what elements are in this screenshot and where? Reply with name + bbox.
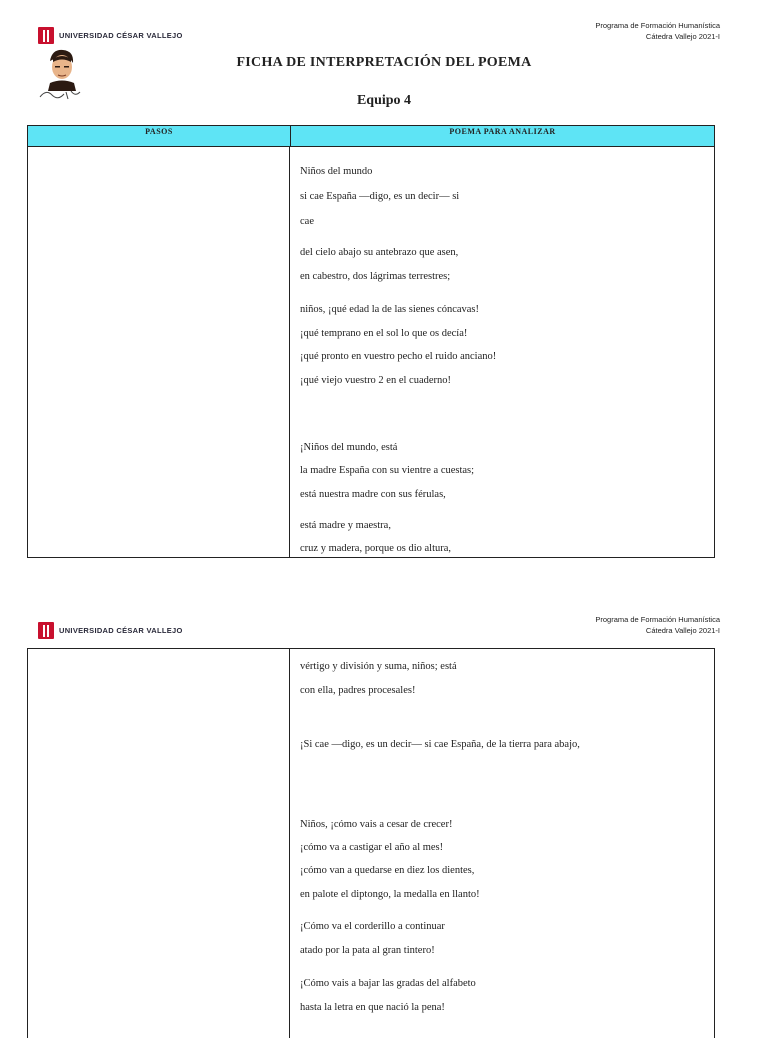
analysis-table-continued — [27, 648, 715, 1038]
university-logo — [38, 27, 183, 44]
logo-emblem-icon — [38, 27, 54, 44]
program-label — [595, 20, 720, 42]
steps-cell — [28, 146, 290, 557]
poem-line: está nuestra madre con sus férulas, — [300, 489, 446, 500]
university-logo — [38, 622, 183, 639]
poem-line: ¡Niños del mundo, está — [300, 442, 398, 453]
program-label — [595, 614, 720, 636]
table-row — [28, 146, 714, 557]
poem-line: si cae España —digo, es un decir— si — [300, 191, 460, 202]
poem-line: en cabestro, dos lágrimas terrestres; — [300, 271, 451, 282]
poem-line: ¡Cómo vais a bajar las gradas del alfabeto — [300, 978, 476, 989]
poem-line: ¡Cómo va el corderillo a continuar — [300, 921, 445, 932]
poem-cell — [290, 146, 714, 557]
university-name: UNIVERSIDAD CÉSAR VALLEJO — [59, 31, 183, 40]
program-line-2: Cátedra Vallejo 2021-I — [645, 32, 720, 41]
document-page-2 — [0, 600, 768, 1024]
poem-line: cruz y madera, porque os dio altura, — [300, 543, 452, 554]
program-line-1: Programa de Formación Humanística — [595, 615, 720, 624]
header-poem: POEMA PARA ANALIZAR — [449, 127, 556, 136]
poem-line: hasta la letra en que nació la pena! — [300, 1002, 445, 1013]
university-name: UNIVERSIDAD CÉSAR VALLEJO — [59, 626, 183, 635]
team-label: Equipo 4 — [356, 93, 412, 108]
poem-line: vértigo y división y suma, niños; está — [300, 661, 457, 672]
poem-line: niños, ¡qué edad la de las sienes cóncavas! — [300, 304, 480, 315]
poem-line: atado por la pata al gran tintero! — [300, 945, 435, 956]
poem-line: Niños, ¡cómo vais a cesar de crecer! — [300, 819, 453, 830]
table-header — [28, 126, 714, 147]
poem-line: ¡qué pronto en vuestro pecho el ruido anciano! — [300, 351, 497, 362]
program-line-2: Cátedra Vallejo 2021-I — [645, 626, 720, 635]
poem-line: ¡qué viejo vuestro 2 en el cuaderno! — [300, 375, 452, 386]
poem-cell — [290, 649, 714, 1038]
poem-line: Niños del mundo — [300, 166, 373, 177]
analysis-table — [27, 125, 715, 558]
poem-line: ¡Si cae —digo, es un decir— si cae España, de la tierra para abajo, — [300, 739, 580, 750]
steps-cell — [28, 649, 290, 1038]
poem-line: está madre y maestra, — [300, 520, 391, 531]
header-steps: PASOS — [28, 126, 291, 146]
logo-emblem-icon — [38, 622, 54, 639]
poem-line: del cielo abajo su antebrazo que asen, — [300, 247, 459, 258]
program-line-1: Programa de Formación Humanística — [595, 21, 720, 30]
poem-line: ¡qué temprano en el sol lo que os decía! — [300, 328, 468, 339]
poem-line: ¡cómo van a quedarse en diez los dientes, — [300, 865, 475, 876]
poem-line: cae — [300, 216, 314, 227]
poem-line: ¡cómo va a castigar el año al mes! — [300, 842, 444, 853]
poem-line: la madre España con su vientre a cuestas; — [300, 465, 475, 476]
poem-line: en palote el diptongo, la medalla en llanto! — [300, 889, 480, 900]
table-row — [28, 649, 714, 1038]
poem-line: con ella, padres procesales! — [300, 685, 416, 696]
document-title: FICHA DE INTERPRETACIÓN DEL POEMA — [236, 55, 532, 70]
